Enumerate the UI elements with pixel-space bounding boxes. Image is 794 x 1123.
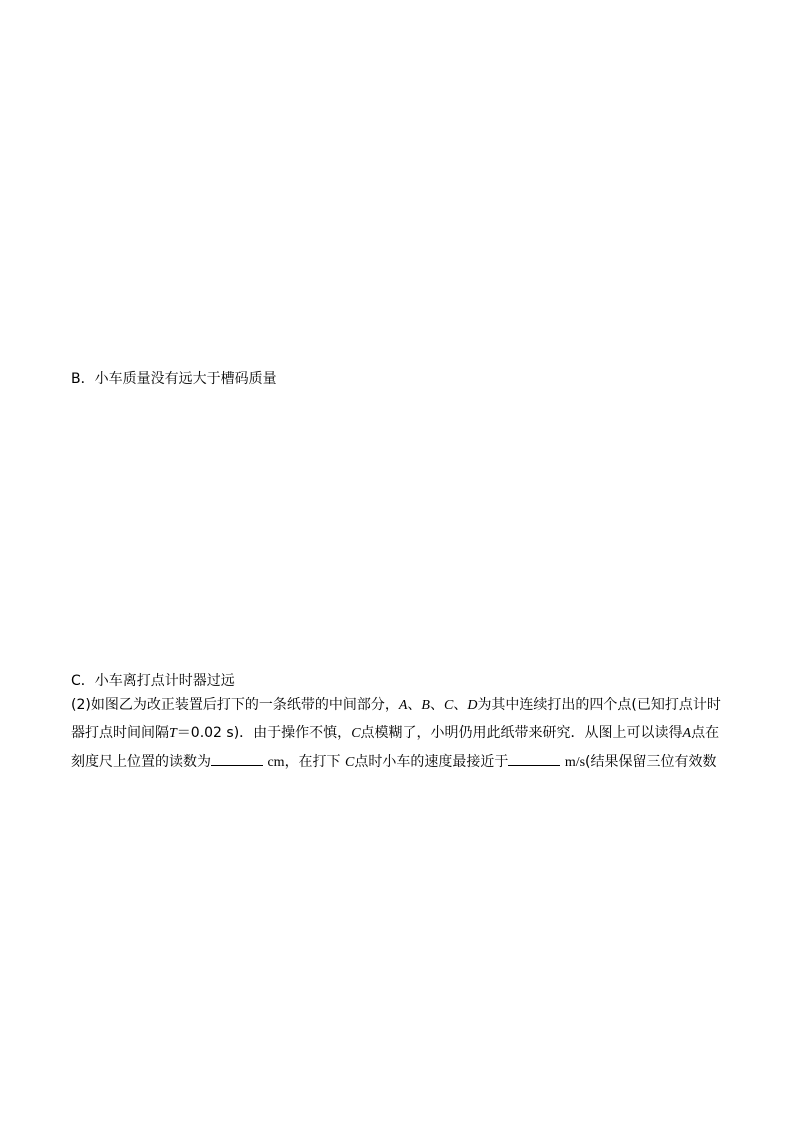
question-line-1 xyxy=(71,695,721,716)
period-variable: T xyxy=(169,726,177,741)
separator: 、 xyxy=(429,697,444,713)
question-text: 为其中连续打出的四个点(已知打点计时 xyxy=(477,697,721,713)
option-c: C．小车离打点计时器过远 xyxy=(71,673,235,689)
question-text: 器打点时间间隔 xyxy=(71,725,169,741)
point-c-label: C xyxy=(345,755,355,770)
answer-blank-velocity[interactable] xyxy=(508,751,560,766)
question-line-3 xyxy=(71,751,717,773)
question-text: ＝0.02 s)．由于操作不慎， xyxy=(176,725,352,741)
question-line-2 xyxy=(71,723,719,744)
unit-ms: m/s xyxy=(564,755,586,770)
question-text: (2)如图乙为改正装置后打下的一条纸带的中间部分， xyxy=(71,697,399,713)
point-c-label: C xyxy=(351,726,361,741)
question-text: 刻度尺上位置的读数为 xyxy=(71,754,211,770)
point-b-label: B xyxy=(421,698,430,713)
question-text: ，在打下 xyxy=(284,754,341,770)
separator: 、 xyxy=(407,697,422,713)
point-a-label: A xyxy=(398,698,408,713)
point-c-label: C xyxy=(443,698,454,713)
separator: 、 xyxy=(453,697,468,713)
point-a-label: A xyxy=(682,726,692,741)
answer-blank-reading[interactable] xyxy=(211,751,263,766)
question-text: 点时小车的速度最接近于 xyxy=(354,754,509,770)
question-text: (结果保留三位有效数 xyxy=(585,754,717,770)
question-text: 点在 xyxy=(691,725,720,741)
unit-cm: cm xyxy=(267,755,285,770)
point-d-label: D xyxy=(467,698,478,713)
option-b: B．小车质量没有远大于槽码质量 xyxy=(71,371,277,387)
question-text: 点模糊了，小明仍用此纸带来研究．从图上可以读得 xyxy=(360,725,683,741)
